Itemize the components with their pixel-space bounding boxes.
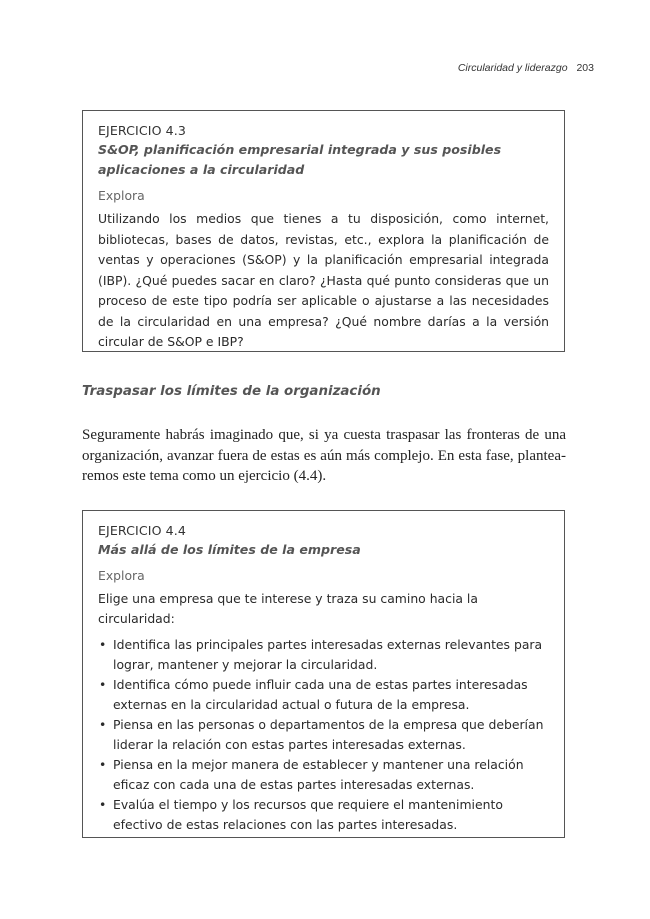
exercise-label: EJERCICIO 4.3 bbox=[98, 123, 187, 138]
exercise-label: EJERCICIO 4.4 bbox=[98, 523, 187, 538]
exercise-body: Utilizando los medios que tienes a tu disposición, como internet, bibliotecas, bases de datos, revistas, etc., explora la planificación de ventas y operaciones (S&OP) y la planificación empresarial integrada (IBP). ¿Qué puedes sacar en claro? ¿Hasta qué punto consideras que un proceso de este tipo podría ser aplicable o ajustarse a las necesidades de la circularidad en una empresa? ¿Qué nombre darías a la versión circular de S&OP e IBP? bbox=[98, 211, 549, 349]
list-item: • Piensa en la mejor manera de establecer y mantener una relación eficaz con cada una de estas partes interesadas externas. bbox=[98, 755, 549, 795]
exercise-bullet-list bbox=[98, 635, 549, 835]
section-heading: Traspasar los límites de la organización bbox=[82, 384, 381, 399]
list-item: • Evalúa el tiempo y los recursos que requiere el mantenimiento efectivo de estas relaciones con las partes interesadas. bbox=[98, 795, 549, 835]
exercise-box-4-3 bbox=[82, 110, 565, 352]
exercise-tag: Explora bbox=[98, 568, 145, 583]
exercise-tag: Explora bbox=[98, 188, 145, 203]
list-item: • Identifica cómo puede influir cada una de estas partes interesadas externas en la circularidad actual o futura de la empresa. bbox=[98, 675, 549, 715]
exercise-intro: Elige una empresa que te interese y traza su camino hacia la circularidad: bbox=[98, 591, 478, 626]
exercise-box-4-4 bbox=[82, 510, 565, 838]
body-paragraph: Seguramente habrás imaginado que, si ya cuesta traspasar las fronteras de una organización, avanzar fuera de estas es aún más complejo. En esta fase, plantearemos este tema como un ejercicio (4.4). bbox=[82, 427, 566, 484]
exercise-title: Más allá de los límites de la empresa bbox=[98, 542, 361, 557]
list-item: • Piensa en las personas o departamentos de la empresa que deberían liderar la relación con estas partes interesadas externas. bbox=[98, 715, 549, 755]
exercise-title: S&OP, planificación empresarial integrada y sus posibles aplicaciones a la circularidad bbox=[98, 142, 502, 177]
page-number: 203 bbox=[576, 62, 594, 74]
running-header bbox=[458, 62, 594, 74]
list-item: • Identifica las principales partes interesadas externas relevantes para lograr, mantener y mejorar la circularidad. bbox=[98, 635, 549, 675]
running-title: Circularidad y liderazgo bbox=[457, 62, 568, 74]
